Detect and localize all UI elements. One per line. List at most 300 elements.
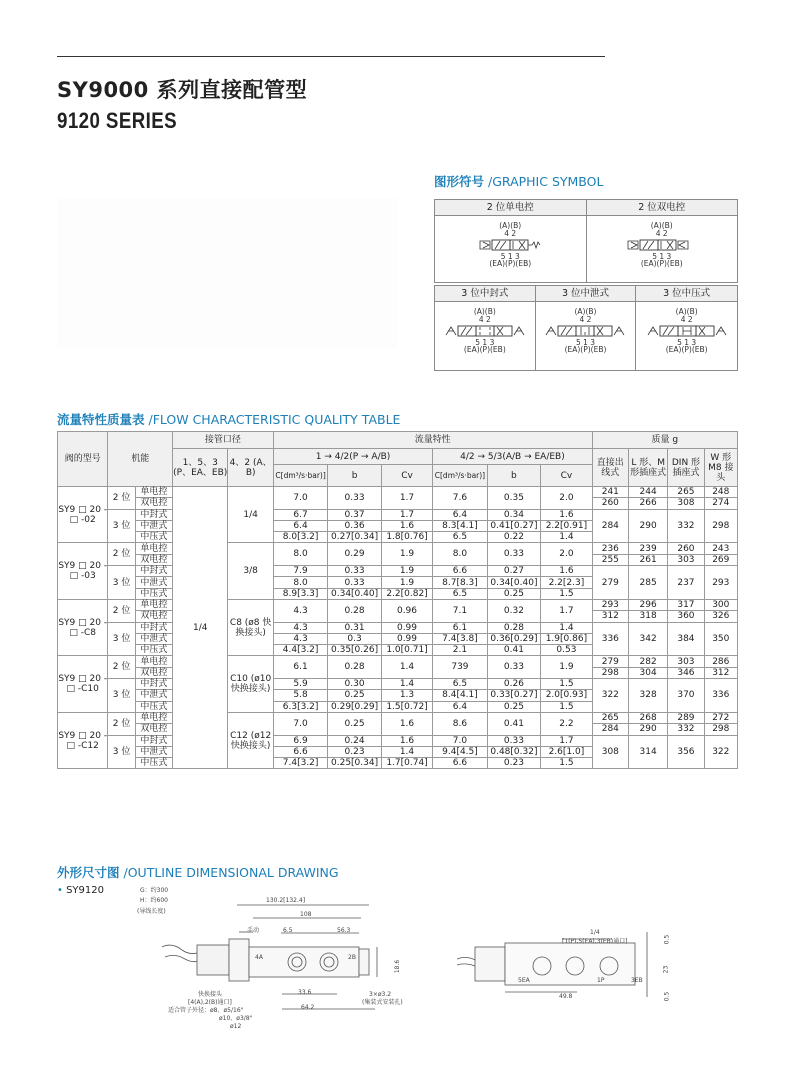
mass-cell: 312 — [704, 667, 737, 678]
function-cell: 单电控 — [135, 599, 172, 610]
flow-cell: 0.34 — [487, 509, 540, 520]
mass-cell: 265 — [592, 712, 628, 723]
mass-cell: 300 — [704, 599, 737, 610]
flow-cell: 1.4 — [381, 679, 432, 690]
function-cell: 中压式 — [135, 758, 172, 769]
dim-186: 18.6 — [394, 959, 402, 974]
dim-ports-pe: [1(P),5(EA),3(EB)通口] — [562, 938, 628, 945]
flow-cell: 6.5 — [433, 532, 487, 543]
flow-cell: 0.27 — [487, 566, 540, 577]
mass-cell: 236 — [592, 543, 628, 554]
flow-cell: 0.36[0.29] — [487, 633, 540, 644]
function-cell: 中泄式 — [135, 520, 172, 531]
mass-cell: 322 — [592, 679, 628, 713]
flow-cell: 6.4 — [433, 701, 487, 712]
header-b: b — [328, 465, 381, 487]
graphic-symbol-table-bottom — [434, 285, 738, 371]
flow-cell: 8.3[4.1] — [433, 520, 487, 531]
dim-108: 108 — [300, 911, 312, 918]
mass-cell: 272 — [704, 712, 737, 723]
flow-cell: 6.4 — [433, 509, 487, 520]
flow-cell: 1.9 — [381, 543, 432, 566]
ports-513: 5 1 3 — [652, 252, 672, 261]
product-photo-area — [57, 198, 397, 348]
symbol-header: 3 位中泄式 — [535, 286, 636, 302]
flow-cell: 8.7[8.3] — [433, 577, 487, 588]
mass-cell: 241 — [592, 487, 628, 498]
flow-cell: 6.1 — [273, 656, 327, 679]
flow-characteristic-table — [57, 431, 738, 769]
table-row — [58, 566, 738, 577]
ports-ab: (A)(B) — [650, 221, 673, 230]
mass-cell: 332 — [668, 724, 704, 735]
header-mass-1: 直接出线式 — [592, 449, 628, 487]
dim-tube3: ø12 — [230, 1023, 242, 1030]
position-cell: 3 位 — [108, 735, 135, 769]
function-cell: 双电控 — [135, 667, 172, 678]
port-3eb: 3EB — [631, 977, 643, 984]
ports-eae: (EA)(P)(EB) — [564, 345, 607, 354]
flow-cell: 0.3 — [328, 633, 381, 644]
symbol-cell — [535, 302, 636, 371]
heading-en: /OUTLINE DIMENSIONAL DRAWING — [119, 865, 339, 880]
flow-cell: 0.23 — [487, 758, 540, 769]
mass-cell: 298 — [704, 724, 737, 735]
ports-42: 4 2 — [579, 315, 592, 324]
mass-cell: 346 — [668, 667, 704, 678]
port-4a: 4A — [255, 954, 263, 961]
dim-wire: (导线长度) — [137, 908, 166, 915]
symbol-header: 2 位单电控 — [435, 200, 587, 216]
flow-cell: 0.41 — [487, 712, 540, 735]
flow-cell: 0.36 — [328, 520, 381, 531]
mass-cell: 284 — [592, 509, 628, 543]
header-function: 机能 — [108, 432, 173, 487]
flow-cell: 1.4 — [541, 622, 593, 633]
ports-42: 4 2 — [655, 229, 668, 238]
function-cell: 中封式 — [135, 509, 172, 520]
flow-cell: 1.7 — [541, 599, 593, 622]
header-mass-3: DIN 形插座式 — [668, 449, 704, 487]
mass-cell: 342 — [628, 622, 667, 656]
heading-en: /GRAPHIC SYMBOL — [484, 174, 604, 189]
flow-cell: 6.1 — [433, 622, 487, 633]
flow-cell: 8.6 — [433, 712, 487, 735]
port-42-cell: C8 (ø8 快换接头) — [228, 599, 273, 655]
function-cell: 双电控 — [135, 498, 172, 509]
flow-cell: 4.3 — [273, 622, 327, 633]
function-cell: 双电控 — [135, 611, 172, 622]
flow-cell: 1.9 — [381, 566, 432, 577]
function-cell: 中泄式 — [135, 577, 172, 588]
mass-cell: 266 — [628, 498, 667, 509]
table-row — [58, 509, 738, 520]
flow-cell: 7.0 — [273, 487, 327, 510]
mass-cell: 296 — [628, 599, 667, 610]
heading-cn: 流量特性质量表 — [57, 412, 145, 427]
symbol-header: 3 位中压式 — [636, 286, 738, 302]
mass-cell: 293 — [704, 566, 737, 600]
function-cell: 中压式 — [135, 701, 172, 712]
mass-cell: 282 — [628, 656, 667, 667]
mass-cell: 356 — [668, 735, 704, 769]
mass-cell: 268 — [628, 712, 667, 723]
flow-cell: 1.6 — [381, 520, 432, 531]
header-cv: Cv — [381, 465, 432, 487]
page-title-en: 9120 SERIES — [57, 108, 178, 133]
function-cell: 双电控 — [135, 724, 172, 735]
symbol-header: 3 位中封式 — [435, 286, 536, 302]
flow-cell: 6.5 — [433, 588, 487, 599]
mass-cell: 284 — [592, 724, 628, 735]
flow-cell: 5.9 — [273, 679, 327, 690]
flow-cell: 0.96 — [381, 599, 432, 622]
flow-cell: 1.0[0.71] — [381, 645, 432, 656]
mass-cell: 298 — [704, 509, 737, 543]
port-1p: 1P — [597, 977, 605, 984]
position-cell: 2 位 — [108, 656, 135, 679]
position-cell: 2 位 — [108, 487, 135, 510]
flow-cell: 1.9[0.86] — [541, 633, 593, 644]
ports-ab: (A)(B) — [473, 307, 496, 316]
model-cell: SY9 □ 20 - □ -03 — [58, 543, 108, 599]
dim-642: 64.2 — [301, 1004, 315, 1011]
outline-model: SY9120 — [66, 885, 104, 896]
flow-cell: 0.99 — [381, 633, 432, 644]
dim-05b: 0.5 — [663, 991, 671, 1002]
ports-513: 5 1 3 — [677, 338, 697, 347]
mass-cell: 279 — [592, 566, 628, 600]
flow-cell: 0.33 — [487, 656, 540, 679]
flow-cell: 7.0 — [433, 735, 487, 746]
flow-cell: 0.41 — [487, 645, 540, 656]
flow-cell: 2.2[0.91] — [541, 520, 593, 531]
mass-cell: 322 — [704, 735, 737, 769]
mass-cell: 332 — [668, 509, 704, 543]
flow-cell: 0.25[0.34] — [328, 758, 381, 769]
header-flow: 流量特性 — [273, 432, 592, 449]
flow-cell: 7.4[3.8] — [433, 633, 487, 644]
flow-cell: 0.99 — [381, 622, 432, 633]
flow-cell: 0.30 — [328, 679, 381, 690]
flow-cell: 2.6[1.0] — [541, 746, 593, 757]
dim-65: 6.5 — [283, 927, 293, 934]
mass-cell: 289 — [668, 712, 704, 723]
valve-3pos-pressure-icon — [647, 324, 727, 338]
mass-cell: 290 — [628, 724, 667, 735]
flow-cell: 8.9[3.3] — [273, 588, 327, 599]
function-cell: 中泄式 — [135, 690, 172, 701]
function-cell: 中封式 — [135, 735, 172, 746]
flow-cell: 1.6 — [381, 712, 432, 735]
mass-cell: 244 — [628, 487, 667, 498]
flow-cell: 4.3 — [273, 633, 327, 644]
ports-42: 4 2 — [478, 315, 491, 324]
model-cell: SY9 □ 20 - □ -02 — [58, 487, 108, 543]
mass-cell: 328 — [628, 679, 667, 713]
port-42-cell: 3/8 — [228, 543, 273, 599]
header-port-135: 1、5、3 (P、EA、EB) — [172, 449, 227, 487]
mass-cell: 308 — [668, 498, 704, 509]
mass-cell: 260 — [668, 543, 704, 554]
flow-cell: 2.0[0.93] — [541, 690, 593, 701]
flow-cell: 0.25 — [487, 588, 540, 599]
header-b: b — [487, 465, 540, 487]
flow-cell: 739 — [433, 656, 487, 679]
position-cell: 3 位 — [108, 679, 135, 713]
flow-cell: 0.25 — [328, 690, 381, 701]
header-mass: 质量 g — [592, 432, 737, 449]
flow-cell: 1.6 — [381, 735, 432, 746]
flow-cell: 2.1 — [433, 645, 487, 656]
flow-cell: 1.5 — [541, 758, 593, 769]
dim-h: H：约600 — [140, 897, 168, 904]
mass-cell: 255 — [592, 554, 628, 565]
flow-cell: 0.37 — [328, 509, 381, 520]
position-cell: 2 位 — [108, 712, 135, 735]
mass-cell: 384 — [668, 622, 704, 656]
flow-cell: 9.4[4.5] — [433, 746, 487, 757]
flow-cell: 0.34[0.40] — [328, 588, 381, 599]
flow-cell: 1.6 — [541, 566, 593, 577]
function-cell: 单电控 — [135, 543, 172, 554]
symbol-cell — [435, 216, 587, 283]
mass-cell: 317 — [668, 599, 704, 610]
dim-tube: 适合管子外径：ø8、ø5/16" — [168, 1007, 244, 1014]
flow-cell: 1.5 — [541, 701, 593, 712]
dim-g: G：约300 — [140, 887, 169, 894]
symbol-cell — [586, 216, 738, 283]
function-cell: 中压式 — [135, 645, 172, 656]
outline-heading — [57, 863, 339, 881]
flow-cell: 7.0 — [273, 712, 327, 735]
mass-cell: 293 — [592, 599, 628, 610]
mass-cell: 243 — [704, 543, 737, 554]
flow-cell: 2.2[2.3] — [541, 577, 593, 588]
function-cell: 中压式 — [135, 532, 172, 543]
table-row — [58, 622, 738, 633]
flow-cell: 1.5 — [541, 679, 593, 690]
table-row — [58, 656, 738, 667]
flow-cell: 2.2[0.82] — [381, 588, 432, 599]
symbol-cell — [636, 302, 738, 371]
table-row — [58, 735, 738, 746]
model-cell: SY9 □ 20 - □ -C10 — [58, 656, 108, 712]
ports-ab: (A)(B) — [675, 307, 698, 316]
position-cell: 2 位 — [108, 599, 135, 622]
dim-holes2: (集装式安装孔) — [362, 999, 403, 1006]
position-cell: 3 位 — [108, 566, 135, 600]
flow-cell: 5.8 — [273, 690, 327, 701]
ports-eae: (EA)(P)(EB) — [640, 259, 683, 268]
top-rule — [57, 56, 605, 57]
flow-cell: 6.6 — [273, 746, 327, 757]
ports-513: 5 1 3 — [500, 252, 520, 261]
mass-cell: 303 — [668, 656, 704, 667]
mass-cell: 274 — [704, 498, 737, 509]
position-cell: 3 位 — [108, 509, 135, 543]
header-model: 阀的型号 — [58, 432, 108, 487]
flow-cell: 2.2 — [541, 712, 593, 735]
valve-3pos-closed-icon — [445, 324, 525, 338]
dim-1302: 130.2[132.4] — [266, 897, 306, 904]
mass-cell: 326 — [704, 611, 737, 622]
flow-cell: 0.53 — [541, 645, 593, 656]
flow-cell: 0.48[0.32] — [487, 746, 540, 757]
flow-cell: 7.9 — [273, 566, 327, 577]
flow-cell: 0.34[0.40] — [487, 577, 540, 588]
flow-cell: 1.4 — [381, 746, 432, 757]
header-port-42: 4、2 (A、B) — [228, 449, 273, 487]
mass-cell: 336 — [704, 679, 737, 713]
dim-ports-ab: [4(A),2(B)通口] — [188, 999, 232, 1006]
flow-cell: 1.7 — [541, 735, 593, 746]
heading-cn: 图形符号 — [434, 174, 485, 189]
flow-cell: 0.33 — [328, 487, 381, 510]
flow-cell: 8.0[3.2] — [273, 532, 327, 543]
table-row — [58, 543, 738, 554]
symbol-cell — [435, 302, 536, 371]
header-port-size: 接管口径 — [172, 432, 273, 449]
heading-cn: 外形尺寸图 — [57, 865, 120, 880]
header-mass-2: L 形、M 形插座式 — [628, 449, 667, 487]
function-cell: 中压式 — [135, 588, 172, 599]
function-cell: 中封式 — [135, 679, 172, 690]
symbol-header: 2 位双电控 — [586, 200, 738, 216]
table-row — [58, 712, 738, 723]
flow-cell: 0.35[0.26] — [328, 645, 381, 656]
flow-cell: 0.29[0.29] — [328, 701, 381, 712]
port-42-cell: C10 (ø10 快换接头) — [228, 656, 273, 712]
ports-eae: (EA)(P)(EB) — [489, 259, 532, 268]
flow-cell: 0.29 — [328, 543, 381, 566]
flow-cell: 0.28 — [328, 599, 381, 622]
dim-holes: 3×ø3.2 — [369, 991, 392, 998]
port-2b: 2B — [348, 954, 356, 961]
function-cell: 单电控 — [135, 712, 172, 723]
flow-cell: 0.41[0.27] — [487, 520, 540, 531]
model-cell: SY9 □ 20 - □ -C12 — [58, 712, 108, 768]
port-5ea: 5EA — [518, 977, 530, 984]
function-cell: 单电控 — [135, 487, 172, 498]
flow-cell: 0.27[0.34] — [328, 532, 381, 543]
graphic-symbol-table-top — [434, 199, 738, 283]
port-135-cell: 1/4 — [172, 487, 227, 769]
flow-cell: 0.33 — [487, 543, 540, 566]
ports-ab: (A)(B) — [499, 221, 522, 230]
dim-498: 49.8 — [559, 993, 573, 1000]
function-cell: 中泄式 — [135, 633, 172, 644]
flow-cell: 2.0 — [541, 543, 593, 566]
flow-cell: 0.25 — [328, 712, 381, 735]
dim-05a: 0.5 — [663, 934, 671, 945]
mass-cell: 370 — [668, 679, 704, 713]
flow-cell: 1.5[0.72] — [381, 701, 432, 712]
flow-cell: 0.28 — [328, 656, 381, 679]
header-c: C[dm³/s·bar)] — [433, 465, 487, 487]
port-42-cell: C12 (ø12 快换接头) — [228, 712, 273, 768]
dim-23: 23 — [662, 965, 670, 974]
flow-cell: 8.4[4.1] — [433, 690, 487, 701]
header-flow-a: 1 → 4/2(P → A/B) — [273, 449, 432, 465]
function-cell: 中封式 — [135, 622, 172, 633]
flow-cell: 0.23 — [328, 746, 381, 757]
ports-ab: (A)(B) — [574, 307, 597, 316]
flow-cell: 1.6 — [541, 509, 593, 520]
dim-tube2: ø10、ø3/8" — [219, 1015, 253, 1022]
flow-cell: 8.0 — [273, 577, 327, 588]
ports-eae: (EA)(P)(EB) — [463, 345, 506, 354]
mass-cell: 360 — [668, 611, 704, 622]
flow-cell: 0.26 — [487, 679, 540, 690]
flow-cell: 7.6 — [433, 487, 487, 510]
position-cell: 3 位 — [108, 622, 135, 656]
table-row — [58, 679, 738, 690]
mass-cell: 312 — [592, 611, 628, 622]
ports-42: 4 2 — [504, 229, 517, 238]
header-cv: Cv — [541, 465, 593, 487]
dim-manual: 手动 — [247, 927, 260, 934]
flow-cell: 1.5 — [541, 588, 593, 599]
mass-cell: 286 — [704, 656, 737, 667]
function-cell: 中封式 — [135, 566, 172, 577]
flow-cell: 0.35 — [487, 487, 540, 510]
mass-cell: 248 — [704, 487, 737, 498]
flow-cell: 0.33 — [328, 577, 381, 588]
mass-cell: 279 — [592, 656, 628, 667]
flow-cell: 1.9 — [541, 656, 593, 679]
mass-cell: 303 — [668, 554, 704, 565]
flow-cell: 1.9 — [381, 577, 432, 588]
flow-cell: 6.7 — [273, 509, 327, 520]
flow-cell: 0.33 — [328, 566, 381, 577]
outline-model-label: • SY9120 — [57, 885, 104, 896]
mass-cell: 290 — [628, 509, 667, 543]
flow-cell: 1.7[0.74] — [381, 758, 432, 769]
page-title-cn: SY9000 系列直接配管型 — [57, 78, 308, 102]
flow-cell: 8.0 — [433, 543, 487, 566]
valve-2pos-single-icon — [478, 238, 542, 252]
table-row — [58, 487, 738, 498]
mass-cell: 336 — [592, 622, 628, 656]
mass-cell: 304 — [628, 667, 667, 678]
port-42-cell: 1/4 — [228, 487, 273, 543]
mass-cell: 350 — [704, 622, 737, 656]
flow-cell: 0.24 — [328, 735, 381, 746]
function-cell: 中泄式 — [135, 746, 172, 757]
flow-cell: 1.3 — [381, 690, 432, 701]
flow-table-heading — [57, 410, 400, 428]
flow-cell: 8.0 — [273, 543, 327, 566]
function-cell: 双电控 — [135, 554, 172, 565]
mass-cell: 260 — [592, 498, 628, 509]
flow-cell: 6.4 — [273, 520, 327, 531]
mass-cell: 298 — [592, 667, 628, 678]
flow-cell: 1.7 — [381, 509, 432, 520]
flow-cell: 1.7 — [381, 487, 432, 510]
heading-en: /FLOW CHARACTERISTIC QUALITY TABLE — [144, 412, 401, 427]
header-c: C[dm³/s·bar)] — [273, 465, 327, 487]
model-cell: SY9 □ 20 - □ -C8 — [58, 599, 108, 655]
header-flow-b: 4/2 → 5/3(A/B → EA/EB) — [433, 449, 592, 465]
table-row — [58, 599, 738, 610]
mass-cell: 308 — [592, 735, 628, 769]
position-cell: 2 位 — [108, 543, 135, 566]
flow-cell: 0.31 — [328, 622, 381, 633]
flow-cell: 0.33 — [487, 735, 540, 746]
flow-cell: 4.3 — [273, 599, 327, 622]
flow-cell: 1.4 — [541, 532, 593, 543]
